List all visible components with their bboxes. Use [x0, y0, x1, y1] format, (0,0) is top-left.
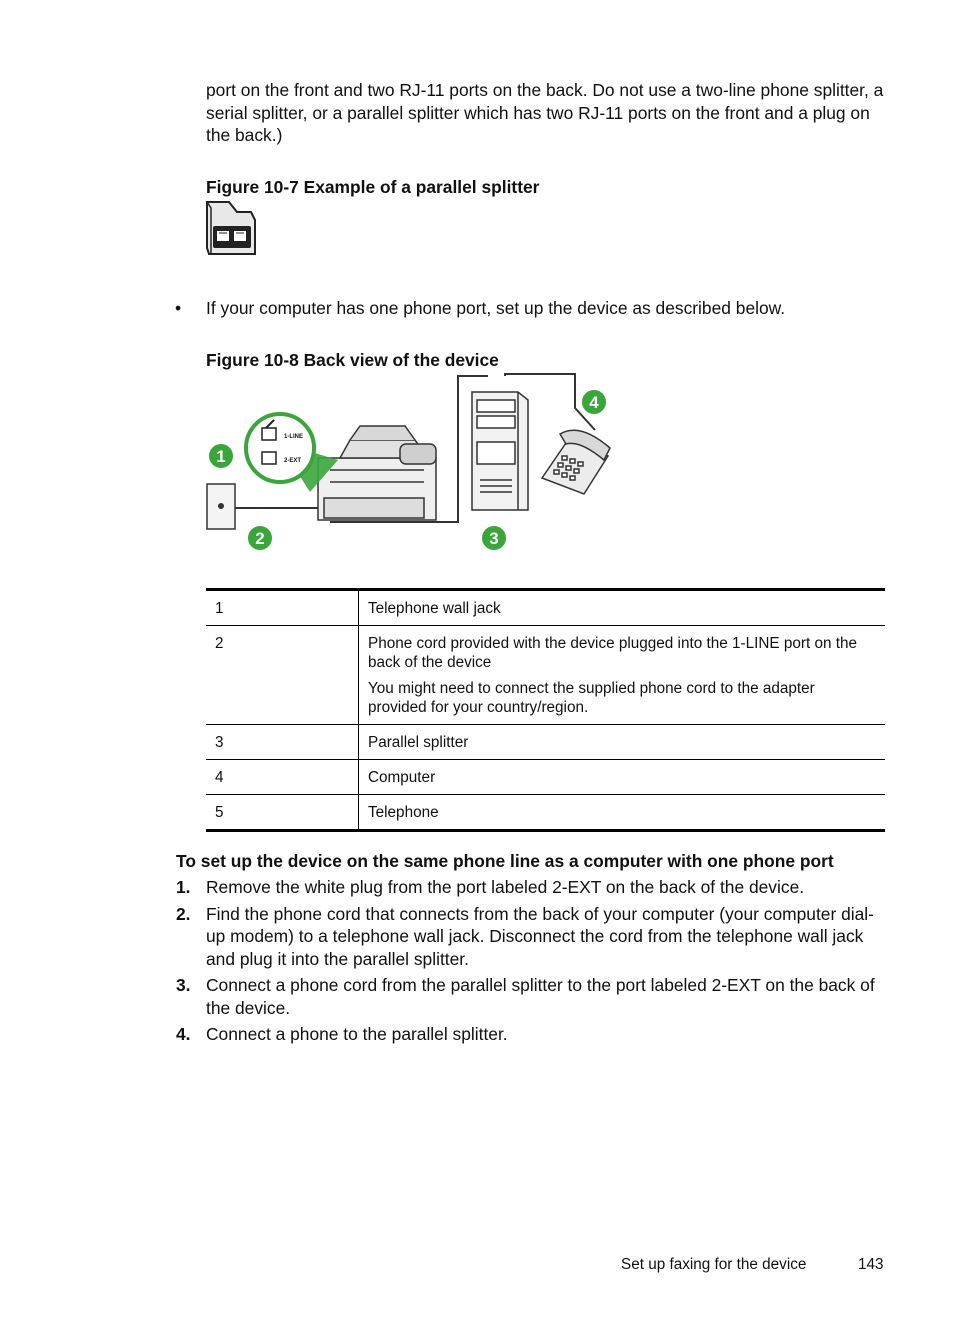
legend-description: Telephone wall jack: [359, 590, 886, 626]
svg-text:4: 4: [589, 393, 599, 412]
callout-1: [209, 444, 233, 468]
legend-table: [206, 588, 885, 832]
figure-10-7-caption: Figure 10-7 Example of a parallel splitter: [206, 177, 540, 197]
intro-paragraph: port on the front and two RJ-11 ports on the back. Do not use a two-line phone splitter, a serial splitter, or a parallel splitter which has two RJ-11 ports on the front and a plug on the back.): [206, 80, 884, 145]
table-row: [206, 590, 885, 626]
legend-description: Parallel splitter: [359, 725, 886, 760]
legend-description: Telephone: [359, 795, 886, 831]
legend-number: 1: [215, 600, 224, 617]
svg-text:1: 1: [216, 447, 226, 466]
footer-page-number: 143: [858, 1256, 884, 1273]
computer-tower: [472, 392, 528, 510]
step-number: 4.: [176, 1024, 191, 1044]
legend-description: Computer: [359, 760, 886, 795]
list-item: [176, 974, 886, 1019]
step-number: 2.: [176, 903, 191, 924]
callout-3: [482, 526, 506, 550]
procedure-title: To set up the device on the same phone line as a computer with one phone port: [176, 851, 834, 871]
table-row: [206, 725, 885, 760]
step-text: Remove the white plug from the port labeled 2-EXT on the back of the device.: [206, 877, 805, 897]
list-item: [176, 876, 886, 899]
parallel-splitter-illustration: [203, 198, 259, 260]
list-item: [176, 1023, 886, 1046]
step-text: Connect a phone cord from the parallel splitter to the port labeled 2-EXT on the back of the device.: [206, 975, 875, 1018]
table-row: [206, 795, 885, 831]
step-text: Find the phone cord that connects from the back of your computer (your computer dial-up modem) to a telephone wall jack. Disconnect the cord from the telephone wall jack and plug it into the parallel splitter.: [206, 903, 874, 969]
callout-2: [248, 526, 272, 550]
bullet-item: [175, 298, 785, 319]
legend-number: 2: [206, 626, 359, 725]
list-item: [176, 903, 886, 971]
port-label-2-ext: 2-EXT: [284, 458, 302, 464]
port-zoom-callout: [246, 414, 314, 482]
step-number: 3.: [176, 975, 191, 995]
step-text: Connect a phone to the parallel splitter.: [206, 1024, 508, 1044]
step-number: 1.: [176, 877, 191, 897]
procedure-steps: [176, 876, 886, 1050]
bullet-symbol: •: [175, 298, 182, 318]
legend-description: Phone cord provided with the device plugged into the 1-LINE port on the back of the device You might need to connect the supplied phone cord to the adapter provided for your country/region.: [359, 626, 886, 725]
svg-text:3: 3: [489, 529, 499, 548]
device-printer: [318, 426, 436, 520]
legend-number: 3: [206, 725, 359, 760]
legend-number: 5: [206, 795, 359, 831]
port-label-1-line: 1-LINE: [284, 434, 304, 440]
table-row: [206, 626, 885, 725]
callout-4: [582, 390, 606, 414]
footer-section-title: Set up faxing for the device: [621, 1256, 807, 1273]
telephone: [542, 430, 610, 494]
svg-text:2: 2: [255, 529, 265, 548]
device-back-view-illustration: [200, 370, 620, 560]
bullet-text: If your computer has one phone port, set up the device as described below.: [206, 298, 786, 318]
legend-number: 4: [206, 760, 359, 795]
table-row: [206, 760, 885, 795]
figure-10-8-caption: Figure 10-8 Back view of the device: [206, 350, 499, 370]
